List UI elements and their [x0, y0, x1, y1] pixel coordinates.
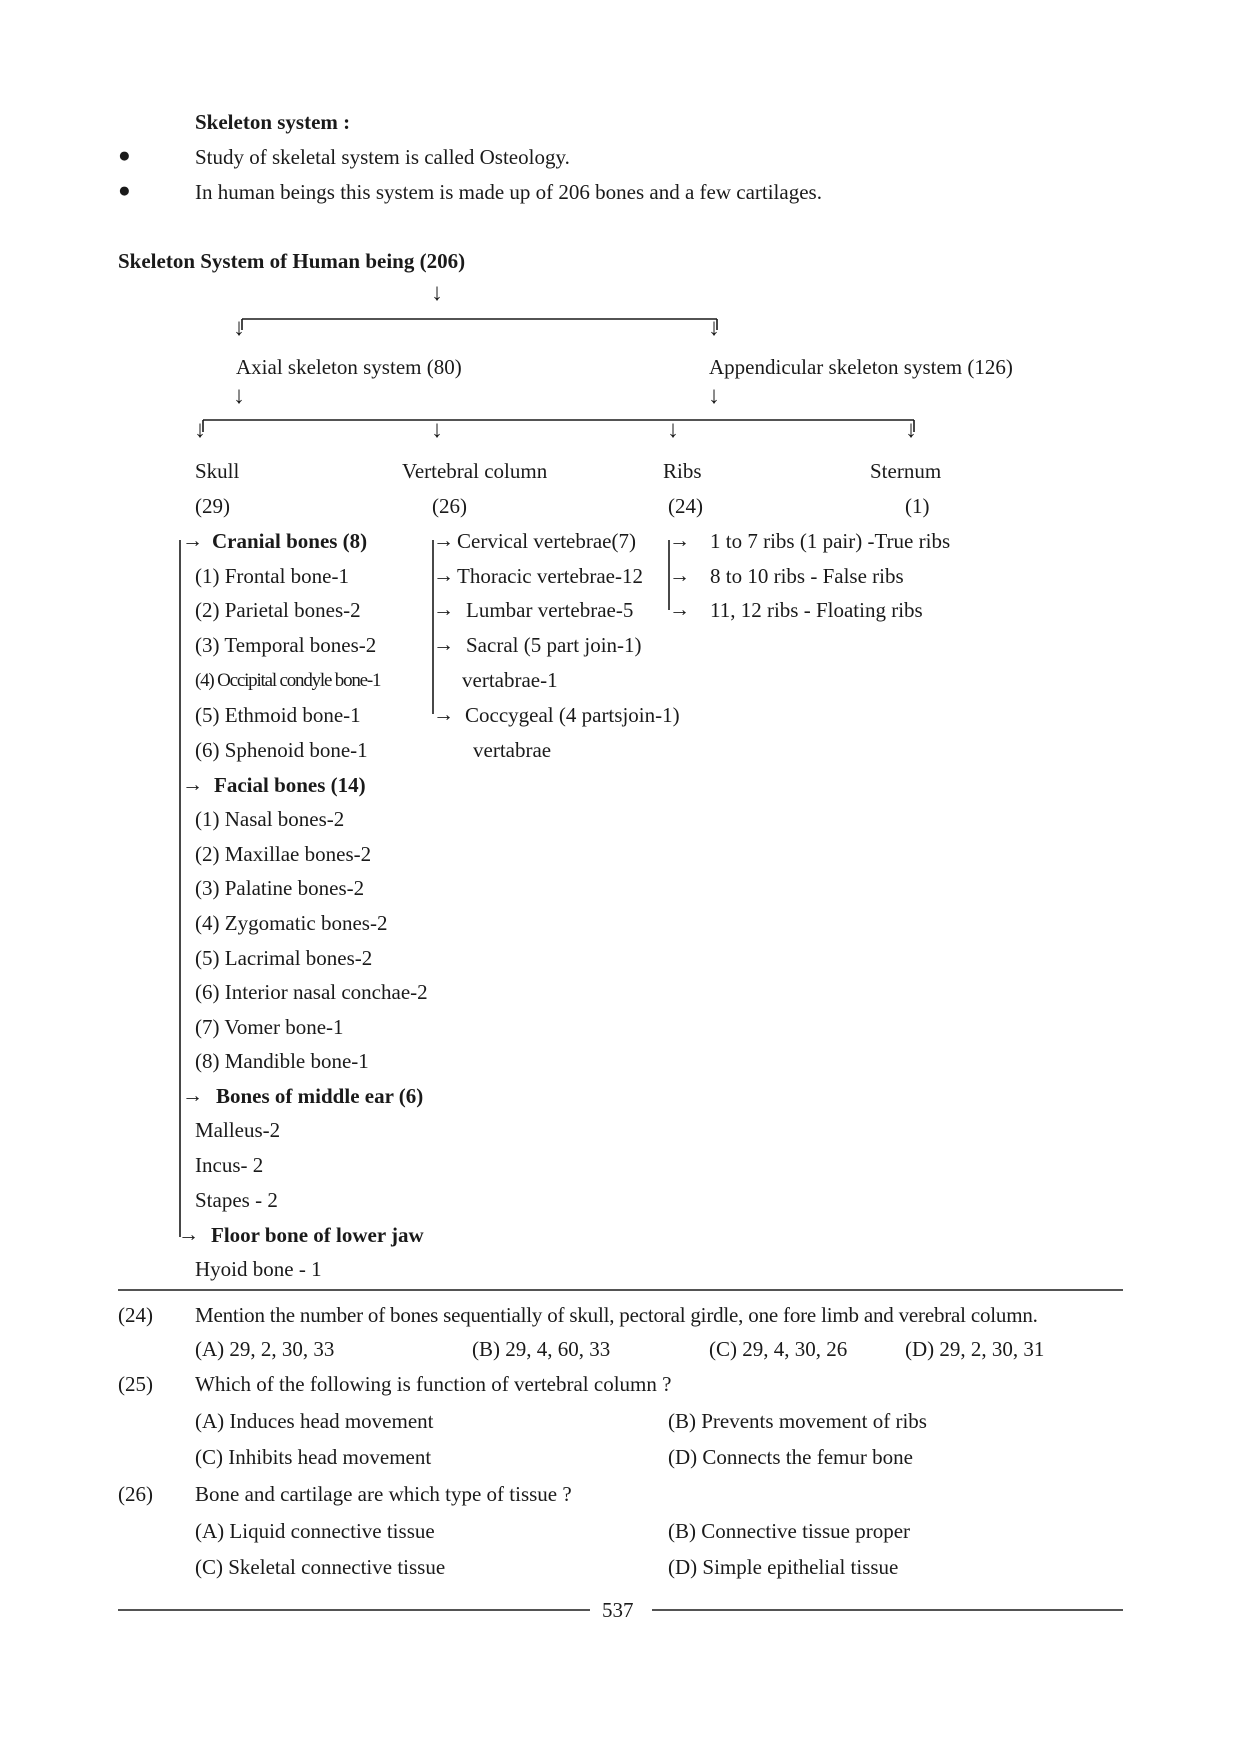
arrow-right-icon: →	[669, 528, 690, 552]
vertebra-item: Coccygeal (4 partsjoin-1)	[465, 703, 680, 727]
list-item: (2) Parietal bones-2	[195, 598, 361, 622]
ribs-node: Ribs	[663, 459, 702, 483]
list-item: (4) Zygomatic bones-2	[195, 911, 388, 935]
ear-heading: Bones of middle ear (6)	[216, 1084, 424, 1108]
arrow-right-icon: →	[433, 528, 454, 552]
arrow-down-icon: ↓	[233, 383, 245, 409]
cranial-heading: Cranial bones (8)	[212, 529, 368, 553]
facial-heading: Facial bones (14)	[214, 773, 366, 797]
list-item: (3) Palatine bones-2	[195, 876, 365, 900]
list-item: (1) Nasal bones-2	[195, 807, 345, 831]
ribs-count: (24)	[668, 494, 703, 518]
option-d: (D) Simple epithelial tissue	[668, 1555, 899, 1579]
skull-node: Skull	[195, 459, 240, 483]
arrow-right-icon: →	[669, 563, 690, 587]
rib-item: 11, 12 ribs - Floating ribs	[710, 598, 923, 622]
option-c: (C) 29, 4, 30, 26	[709, 1337, 848, 1361]
vertebra-item: vertabrae-1	[462, 668, 558, 692]
list-item: (4) Occipital condyle bone-1	[195, 670, 381, 691]
option-a: (A) 29, 2, 30, 33	[195, 1337, 335, 1361]
vertebra-item: Sacral (5 part join-1)	[466, 633, 642, 657]
bullet-text: Study of skeletal system is called Osteology.	[195, 145, 570, 169]
bullet-text: In human beings this system is made up of 206 bones and a few cartilages.	[195, 180, 822, 204]
list-item: Hyoid bone - 1	[195, 1257, 322, 1281]
list-item: (5) Ethmoid bone-1	[195, 703, 361, 727]
section-heading: Skeleton system :	[195, 110, 351, 134]
list-item: (2) Maxillae bones-2	[195, 842, 372, 866]
arrow-right-icon: →	[433, 702, 454, 726]
arrow-right-icon: →	[182, 772, 203, 796]
appendicular-node: Appendicular skeleton system (126)	[709, 355, 1013, 379]
vertebra-item: Lumbar vertebrae-5	[466, 598, 634, 622]
floor-heading: Floor bone of lower jaw	[211, 1223, 424, 1247]
arrow-right-icon: →	[433, 597, 454, 621]
sternum-node: Sternum	[870, 459, 942, 483]
question-number: (25)	[118, 1372, 153, 1396]
arrow-down-icon: ↓	[905, 417, 917, 443]
option-d: (D) 29, 2, 30, 31	[905, 1337, 1045, 1361]
option-b: (B) Prevents movement of ribs	[668, 1409, 927, 1433]
arrow-right-icon: →	[433, 563, 454, 587]
question-text: Bone and cartilage are which type of tissue ?	[195, 1482, 572, 1506]
arrow-down-icon: ↓	[708, 315, 720, 341]
list-item: (5) Lacrimal bones-2	[195, 946, 373, 970]
option-a: (A) Liquid connective tissue	[195, 1519, 435, 1543]
arrow-right-icon: →	[182, 528, 203, 552]
bullet-icon: ●	[118, 143, 131, 167]
axial-node: Axial skeleton system (80)	[236, 355, 462, 379]
arrow-down-icon: ↓	[431, 280, 443, 306]
option-b: (B) Connective tissue proper	[668, 1519, 911, 1543]
arrow-down-icon: ↓	[194, 417, 206, 443]
question-number: (26)	[118, 1482, 153, 1506]
question-number: (24)	[118, 1303, 153, 1327]
list-item: Malleus-2	[195, 1118, 281, 1142]
arrow-down-icon: ↓	[431, 417, 443, 443]
arrow-down-icon: ↓	[708, 383, 720, 409]
list-item: (8) Mandible bone-1	[195, 1049, 369, 1073]
vertebral-count: (26)	[432, 494, 467, 518]
vertebra-item: Cervical vertebrae(7)	[457, 529, 636, 553]
arrow-right-icon: →	[178, 1222, 199, 1246]
arrow-right-icon: →	[669, 597, 690, 621]
chart-title: Skeleton System of Human being (206)	[118, 249, 466, 273]
list-item: (6) Sphenoid bone-1	[195, 738, 368, 762]
arrow-right-icon: →	[182, 1083, 203, 1107]
option-b: (B) 29, 4, 60, 33	[472, 1337, 611, 1361]
vertebra-item: Thoracic vertebrae-12	[457, 564, 643, 588]
vertebra-item: vertabrae	[473, 738, 552, 762]
list-item: (7) Vomer bone-1	[195, 1015, 344, 1039]
question-text: Mention the number of bones sequentially of skull, pectoral girdle, one fore limb and verebral column.	[195, 1303, 1038, 1327]
sternum-count: (1)	[905, 494, 930, 518]
list-item: Stapes - 2	[195, 1188, 278, 1212]
question-text: Which of the following is function of vertebral column ?	[195, 1372, 672, 1396]
option-a: (A) Induces head movement	[195, 1409, 434, 1433]
bullet-icon: ●	[118, 178, 131, 202]
rib-item: 8 to 10 ribs - False ribs	[710, 564, 904, 588]
arrow-down-icon: ↓	[667, 417, 679, 443]
page-number: 537	[602, 1598, 634, 1622]
rib-item: 1 to 7 ribs (1 pair) -True ribs	[710, 529, 951, 553]
list-item: Incus- 2	[195, 1153, 264, 1177]
option-c: (C) Inhibits head movement	[195, 1445, 432, 1469]
arrow-down-icon: ↓	[233, 315, 245, 341]
vertebral-node: Vertebral column	[402, 459, 548, 483]
list-item: (6) Interior nasal conchae-2	[195, 980, 428, 1004]
skull-count: (29)	[195, 494, 230, 518]
list-item: (1) Frontal bone-1	[195, 564, 349, 588]
option-d: (D) Connects the femur bone	[668, 1445, 913, 1469]
arrow-right-icon: →	[433, 632, 454, 656]
list-item: (3) Temporal bones-2	[195, 633, 377, 657]
option-c: (C) Skeletal connective tissue	[195, 1555, 446, 1579]
